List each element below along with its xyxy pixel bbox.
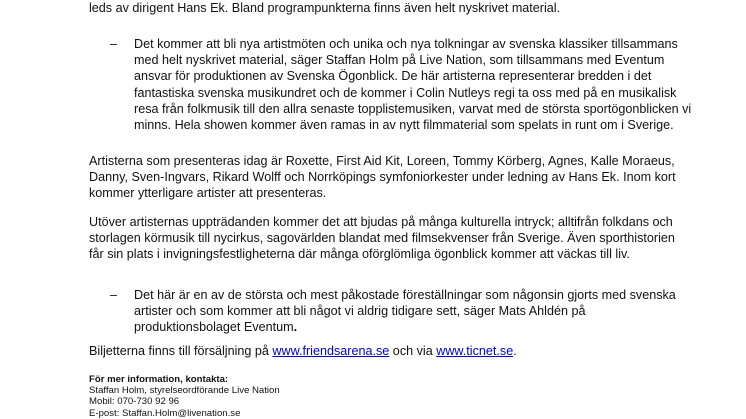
contact-mobile: Mobil: 070-730 92 96 <box>89 396 180 408</box>
culture-paragraph: Utöver artisternas uppträdanden kommer det att bjudas på många kulturella intryck; alltifrån folkdans och storlagen körmusik till nycirkus, sagovärlden blandat med filmsekvenser från Sverige. Även sporthistorien får sin plats i invigningsfestligheterna där många oförglömliga ögonblick kommer att väckas till liv. <box>89 215 675 262</box>
contact-block <box>89 374 589 419</box>
quote-dash: – <box>110 288 118 302</box>
tickets-middle: och via <box>389 344 437 358</box>
friendsarena-link[interactable]: www.friendsarena.se <box>272 344 390 358</box>
contact-email[interactable]: E-post: Staffan.Holm@livenation.se <box>89 407 241 419</box>
quote-mats-ahlden-end: . <box>293 320 298 335</box>
tickets-prefix: Biljetterna finns till försäljning på <box>89 344 273 358</box>
quote-dash: – <box>110 37 118 51</box>
intro-paragraph-tail: leds av dirigent Hans Ek. Bland programpunkterna finns även helt nyskrivet material. <box>89 1 561 15</box>
quote-staffan-holm: Det kommer att bli nya artistmöten och unika och nya tolkningar av svenska klassiker tillsammans med helt nyskrivet material, säger Staffan Holm på Live Nation, som tillsammans med Eventum ansvar för produktionen av Svenska Ögonblick. De här artisterna representerar bredden i det fantastiska svenska musikundret och de kommer i Colin Nutleys regi ta oss med på en musikalisk resa från folkmusik till den allra senaste topplistemusiken, varvat med de största sportögonblicken vi minns. Hela showen kommer även ramas in av nytt filmmaterial som spelats in runt om i Sverige. <box>134 37 692 133</box>
contact-heading: För mer information, kontakta: <box>89 374 229 385</box>
tickets-paragraph <box>89 343 689 359</box>
ticnet-link[interactable]: www.ticnet.se <box>436 344 514 358</box>
quote-mats-ahlden-text: Det här är en av de största och mest påkostade föreställningar som någonsin gjorts med svenska artister och som kommer att bli något vi aldrig tidigare sett, säger Mats Ahldén på produktionsbolaget Eventum <box>134 288 676 335</box>
tickets-suffix: . <box>513 344 517 358</box>
contact-name: Staffan Holm, styrelseordförande Live Nation <box>89 385 280 397</box>
quote-mats-ahlden <box>134 287 694 336</box>
artists-paragraph: Artisterna som presenteras idag är Roxette, First Aid Kit, Loreen, Tommy Körberg, Agnes, Kalle Moraeus, Danny, Sven-Ingvars, Rikard Wolff och Norrköpings symfoniorkester under ledning av Hans Ek. Inom kort kommer ytterligare artister att presenteras. <box>89 154 676 201</box>
